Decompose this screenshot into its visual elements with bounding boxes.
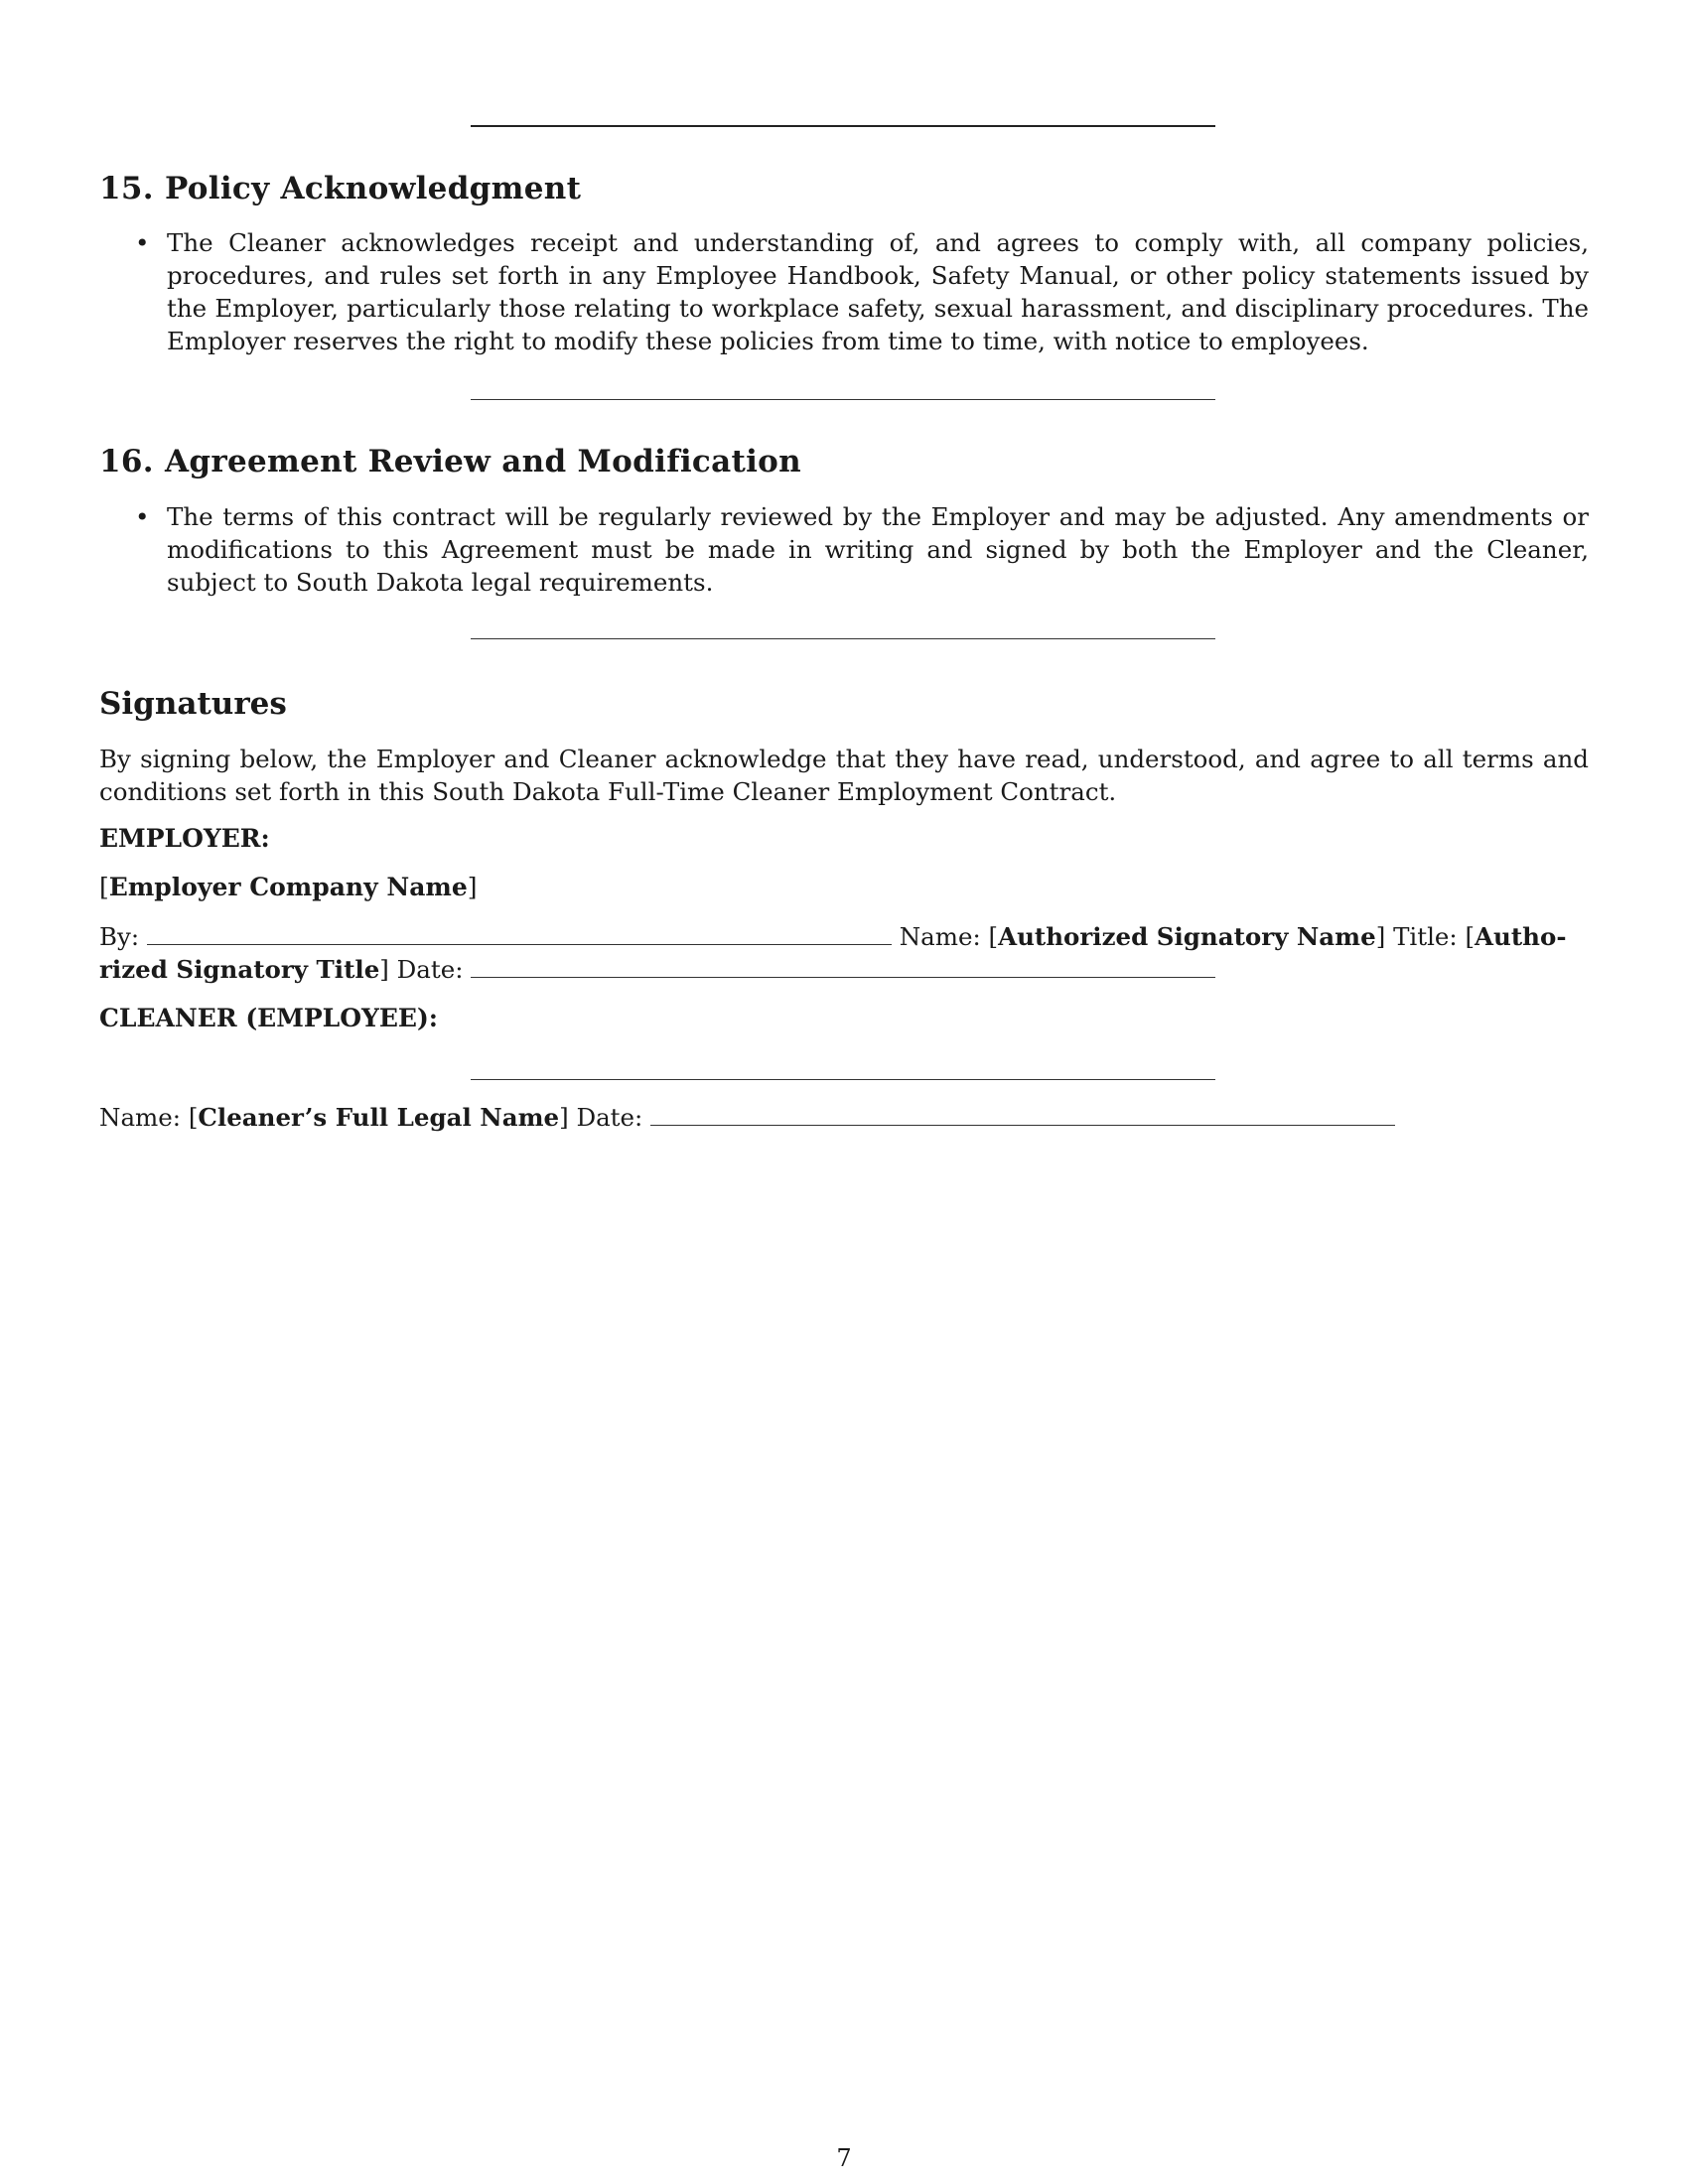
section-15-heading	[99, 171, 581, 206]
by-label: By:	[99, 922, 140, 951]
authorized-signatory-title-end: rized Signatory Title	[99, 955, 380, 984]
cleaner-full-legal-name: Cleaner’s Full Legal Name	[198, 1103, 560, 1132]
page-number: 7	[836, 2144, 852, 2172]
section-16-text: The terms of this contract will be regularly reviewed by the Employer and may be adjusted. Any amendments or modifications to this Agreement must be made in writing and signed by both the Employer and the Cleaner, subject to South Dakota legal requirements.	[167, 502, 1589, 597]
cleaner-date-label: Date:	[576, 1103, 643, 1132]
section-15-text: The Cleaner acknowledges receipt and understanding of, and agrees to comply with, all company policies, procedures, and rules set forth in any Employee Handbook, Safety Manual, or other policy statements issued by the Employer, particularly those relating to workplace safety, sexual harassment, and disciplinary procedures. The Employer reserves the right to modify these policies from time to time, with notice to employees.	[167, 228, 1589, 355]
employer-label: EMPLOYER:	[99, 824, 270, 853]
authorized-signatory-title-start: Autho-	[1475, 922, 1567, 951]
authorized-signatory-name: Authorized Signatory Name	[998, 922, 1376, 951]
bullet-icon: •	[135, 502, 150, 531]
section-16-heading	[99, 444, 801, 479]
top-separator	[471, 125, 1215, 127]
name-label: Name:	[899, 922, 981, 951]
cleaner-signature-line[interactable]	[471, 1079, 1215, 1080]
signatures-intro: By signing below, the Employer and Cleaner acknowledge that they have read, understood, and agree to all terms and conditions set forth in this South Dakota Full-Time Cleaner Employment Contract.	[99, 745, 1589, 806]
title-label: Title:	[1393, 922, 1458, 951]
cleaner-name-date-line: Name: [Cleaner’s Full Legal Name] Date:	[99, 1103, 1395, 1132]
signatures-heading: Signatures	[99, 686, 287, 722]
section-16-bullet-item	[135, 500, 1589, 599]
section-15-number: 15.	[99, 171, 154, 206]
section-16-number: 16.	[99, 444, 154, 479]
employer-date-blank[interactable]	[471, 955, 1215, 978]
employer-signature-blank[interactable]	[147, 922, 892, 945]
employer-company-name: Employer Company Name	[108, 873, 468, 901]
cleaner-label: CLEANER (EMPLOYEE):	[99, 1004, 439, 1032]
cleaner-date-blank[interactable]	[650, 1103, 1395, 1126]
bullet-icon: •	[135, 228, 150, 257]
section-16-title: Agreement Review and Modification	[165, 444, 801, 479]
employer-title-date-line: rized Signatory Title] Date:	[99, 955, 1215, 984]
employer-signature-line: By: Name: [Authorized Signatory Name] Title: [Autho-	[99, 922, 1567, 951]
employer-company-line: [Employer Company Name]	[99, 873, 478, 901]
cleaner-name-label: Name:	[99, 1103, 182, 1132]
date-label: Date:	[396, 955, 464, 984]
section-15-bullet-item	[135, 226, 1589, 357]
section-separator	[471, 399, 1215, 400]
section-separator	[471, 638, 1215, 639]
section-15-title: Policy Acknowledgment	[165, 171, 582, 206]
